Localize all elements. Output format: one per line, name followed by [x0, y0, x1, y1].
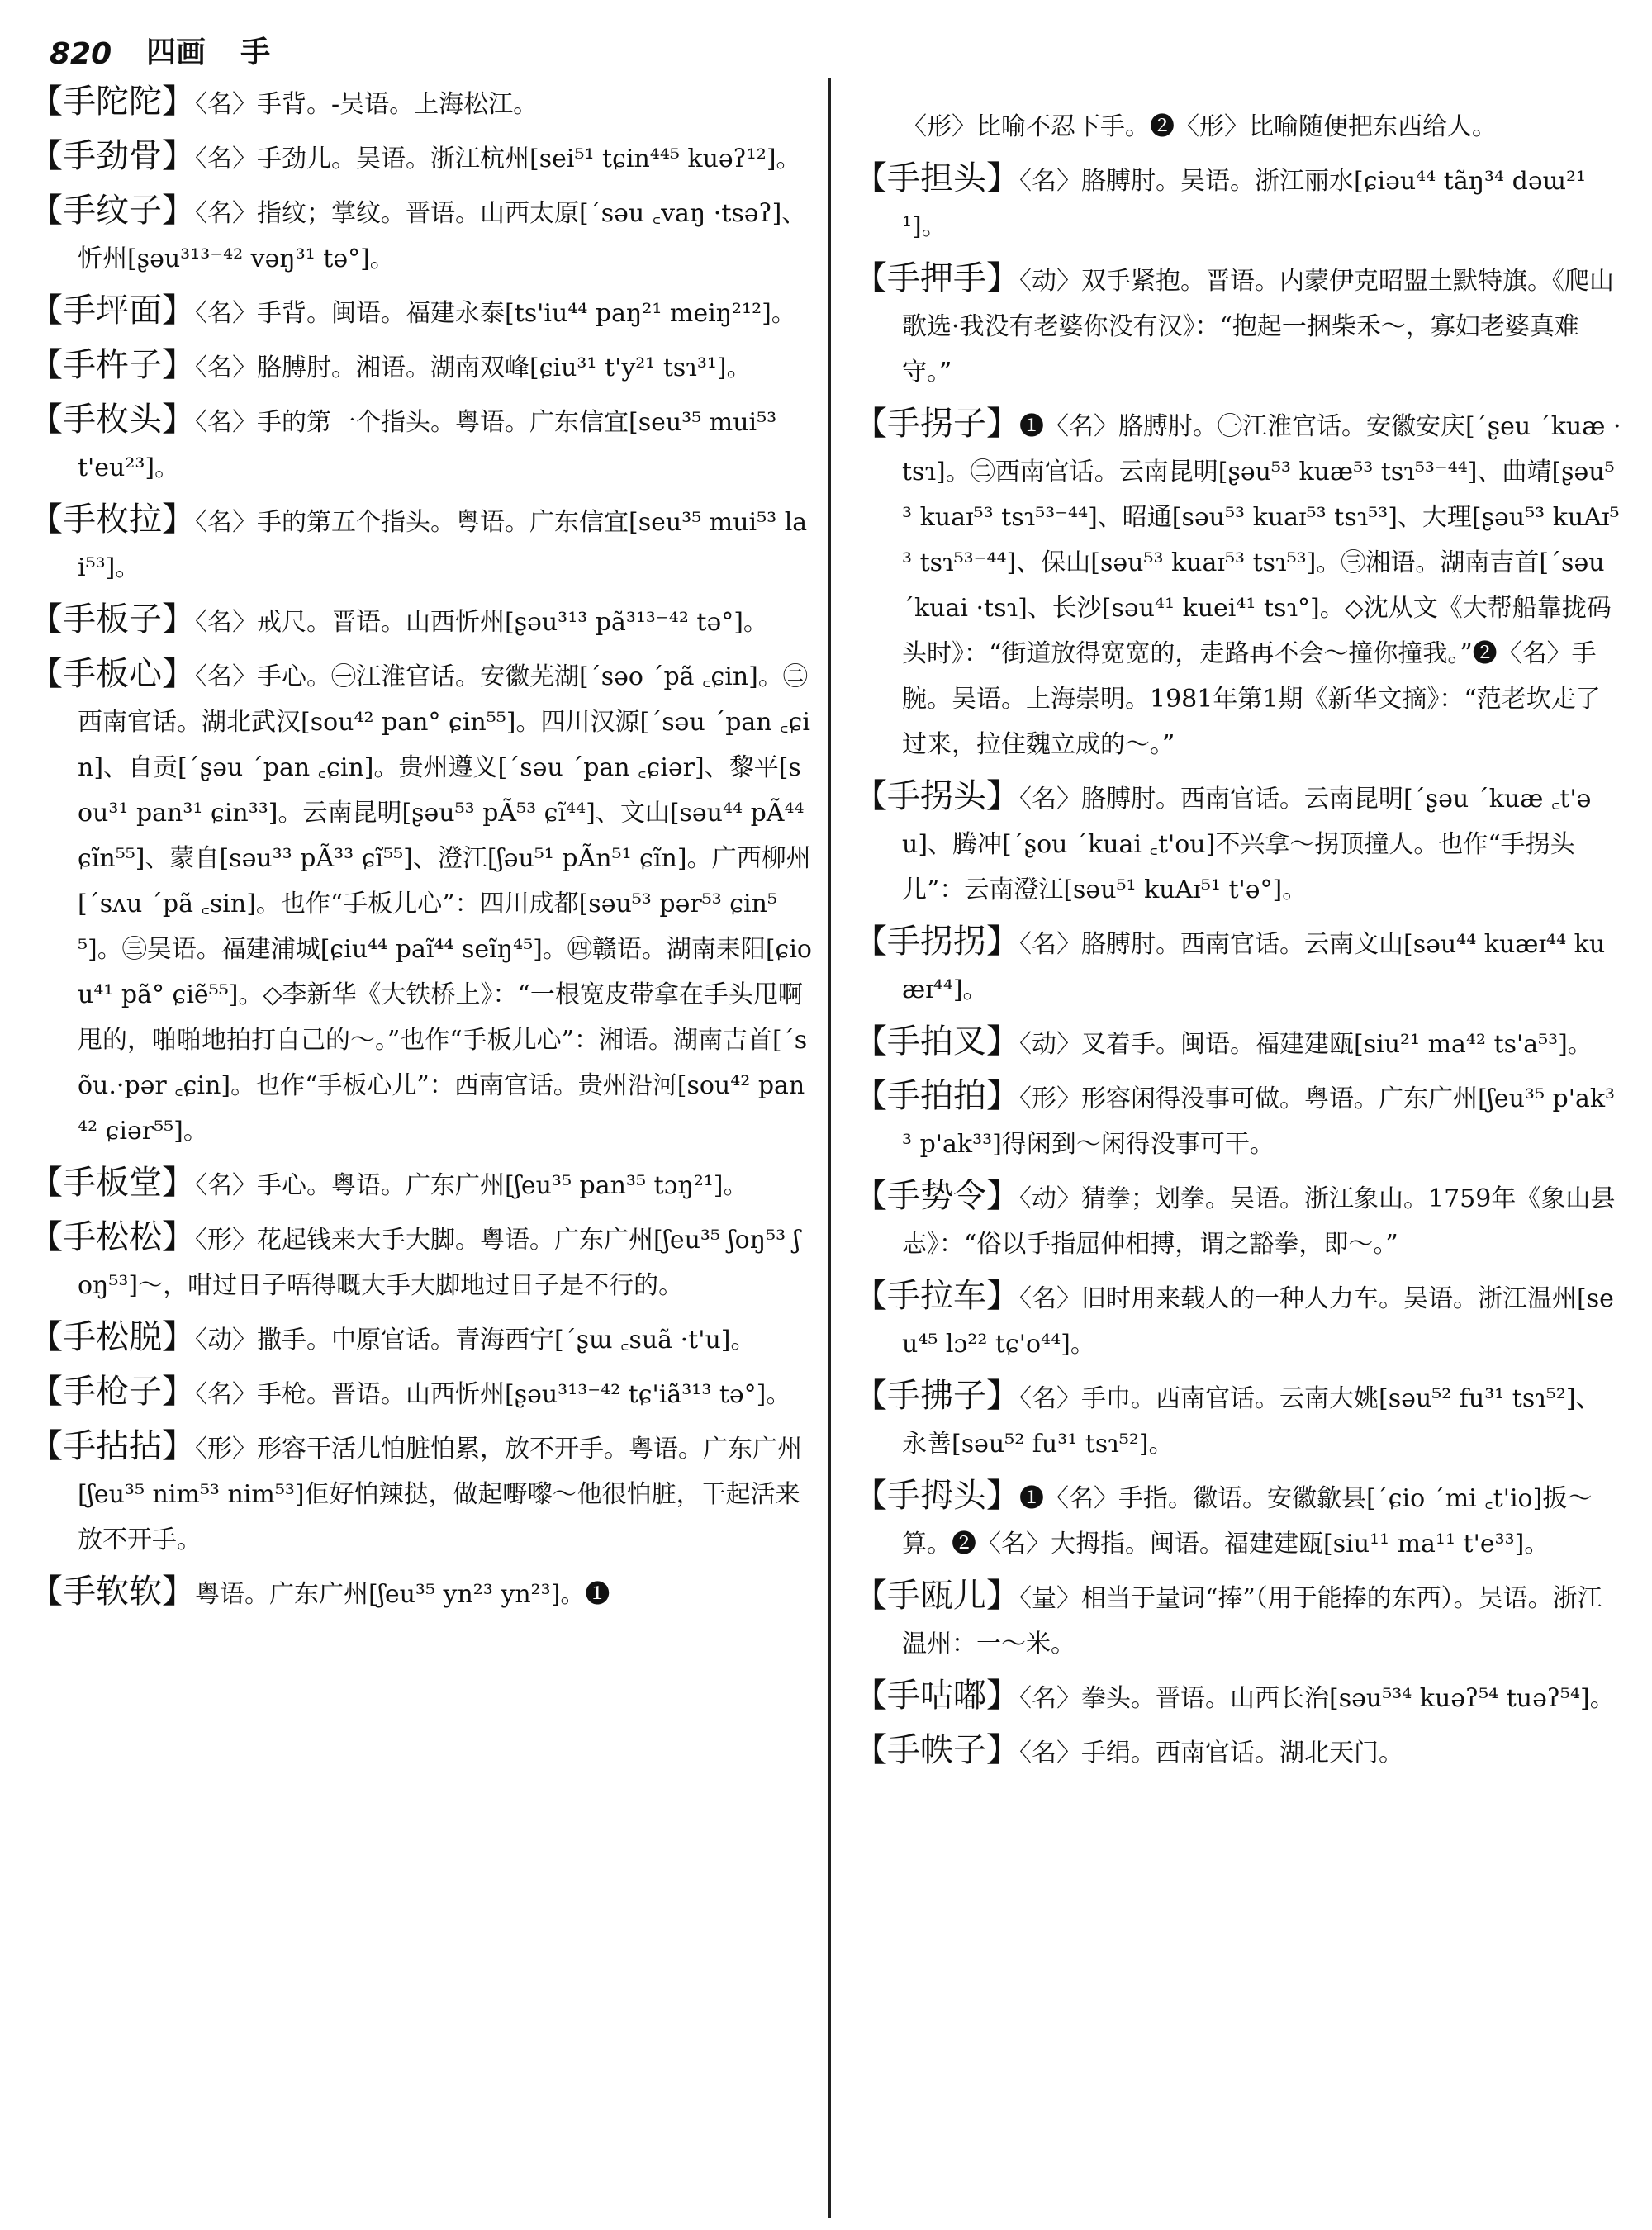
dictionary-entry: 【手坪面】〈名〉手背。闽语。福建永泰[ts'iu⁴⁴ paŋ²¹ meiŋ²¹²]。 — [30, 292, 796, 330]
dictionary-entry: 【手板子】〈名〉戒尺。晋语。山西忻州[ʂəu³¹³ pã³¹³⁻⁴² tə°]。 — [30, 600, 768, 638]
headword: 【手杵子】 — [30, 346, 195, 384]
radical-label: 手 — [240, 35, 271, 69]
headword: 【手软软】 — [30, 1573, 195, 1611]
headword: 【手拂子】 — [854, 1377, 1019, 1415]
dictionary-entry: 【手板堂】〈名〉手心。粤语。广东广州[ʃeu³⁵ pan³⁵ tɔŋ²¹]。 — [30, 1164, 748, 1202]
dictionary-entry: 【手纹子】〈名〉指纹；掌纹。晋语。山西太原[ˊsəu ꜀vaŋ ·tsəʔ]、忻州[ʂəu³¹³⁻⁴² vəŋ³¹ tə°]。 — [30, 192, 807, 273]
dictionary-entry: 【手拍叉】〈动〉叉着手。闽语。福建建瓯[siu²¹ ma⁴² ts'a⁵³]。 — [854, 1022, 1593, 1060]
headword: 【手陀陀】 — [30, 83, 195, 121]
headword: 【手押手】 — [854, 259, 1019, 297]
headword: 【手拉车】 — [854, 1277, 1019, 1315]
headword: 【手拇头】 — [854, 1477, 1019, 1515]
column-divider — [828, 78, 831, 2218]
dictionary-entry: 【手松松】〈形〉花起钱来大手大脚。粤语。广东广州[ʃeu³⁵ ʃoŋ⁵³ ʃoŋ⁵³]～，咁过日子唔得嘅大手大脚地过日子是不行的。 — [30, 1218, 800, 1300]
page-header — [50, 18, 270, 71]
headword: 【手劲骨】 — [30, 137, 195, 175]
dictionary-entry: 【手板心】〈名〉手心。㊀江淮官话。安徽芜湖[ˊsəo ˊpã ꜀ɕin]。㊁西南官话。湖北武汉[sou⁴² pan° ɕin⁵⁵]。四川汉源[ˊsəu ˊpan ꜀ɕin]、自贡[ˊʂəu ˊpan ꜀ɕin]。贵州遵义[ˊsəu ˊpan ꜀ɕiər]、黎平[sou³¹ pan³¹ ɕin³³]。云南昆明[ʂəu⁵³ pÃ⁵³ ɕĩ⁴⁴]、文山[səu⁴⁴ pÃ⁴⁴ ɕĩn⁵⁵]、蒙自[səu³³ pÃ³³ ɕĩ⁵⁵]、澄江[ʃəu⁵¹ pÃn⁵¹ ɕĩn]。广西柳州[ˊsʌu ˊpã ꜀sin]。也作“手板儿心”：四川成都[səu⁵³ pər⁵³ ɕin⁵⁵]。㊂吴语。福建浦城[ɕiu⁴⁴ paĩ⁴⁴ seĩŋ⁴⁵]。㊃赣语。湖南耒阳[ɕiou⁴¹ pã° ɕiẽ⁵⁵]。◇李新华《大铁桥上》：“一根宽皮带拿在手头甩啊甩的，啪啪地拍打自己的～。”也作“手板儿心”：湘语。湖南吉首[ˊsõu.·pər ꜀ɕin]。也作“手板心儿”：西南官话。贵州沿河[sou⁴² pan⁴² ɕiər⁵⁵]。 — [30, 655, 812, 1146]
dictionary-entry: 【手拈拈】〈形〉形容干活儿怕脏怕累，放不开手。粤语。广东广州[ʃeu³⁵ nim⁵³ nim⁵³]佢好怕辣挞，做起嘢嚟～他很怕脏，干起活来放不开手。 — [30, 1427, 802, 1554]
headword: 【手枪子】 — [30, 1373, 195, 1411]
dictionary-entry: 【手押手】〈动〉双手紧抱。晋语。内蒙伊克昭盟土默特旗。《爬山歌选·我没有老婆你没有汉》：“抱起一捆柴禾～，寡妇老婆真难守。” — [854, 259, 1614, 387]
dictionary-entry: 【手势令】〈动〉猜拳；划拳。吴语。浙江象山。1759年《象山县志》：“俗以手指屈伸相搏，谓之豁拳，即～。” — [854, 1177, 1616, 1259]
headword: 【手拐头】 — [854, 777, 1019, 815]
headword: 【手松脱】 — [30, 1318, 195, 1356]
headword: 【手拍拍】 — [854, 1077, 1019, 1115]
headword: 【手拈拈】 — [30, 1427, 195, 1465]
dictionary-entry: 【手枪子】〈名〉手枪。晋语。山西忻州[ʂəu³¹³⁻⁴² tɕ'iã³¹³ tə°]。 — [30, 1373, 791, 1411]
headword: 【手咕嘟】 — [854, 1677, 1019, 1715]
headword: 【手枚拉】 — [30, 501, 195, 539]
headword: 【手瓯儿】 — [854, 1577, 1019, 1615]
dictionary-entry: 【手拉车】〈名〉旧时用来载人的一种人力车。吴语。浙江温州[seu⁴⁵ lɔ²² tɕ'o⁴⁴]。 — [854, 1277, 1614, 1359]
dictionary-entry: 【手劲骨】〈名〉手劲儿。吴语。浙江杭州[sei⁵¹ tɕin⁴⁴⁵ kuəʔ¹²]。 — [30, 137, 801, 175]
dictionary-entry: 【手拍拍】〈形〉形容闲得没事可做。粤语。广东广州[ʃeu³⁵ p'ak³³ p'ak³³]得闲到～闲得没事可干。 — [854, 1077, 1616, 1159]
entry-continuation: 〈形〉比喻不忍下手。❷〈形〉比喻随便把东西给人。 — [902, 112, 1497, 141]
dictionary-entry: 【手拇头】❶〈名〉手指。徽语。安徽歙县[ˊɕio ˊmi ꜀t'io]扳～算。❷〈名〉大拇指。闽语。福建建瓯[siu¹¹ ma¹¹ t'e³³]。 — [854, 1477, 1593, 1559]
page-number: 820 — [50, 37, 112, 71]
dictionary-entry: 【手瓯儿】〈量〉相当于量词“捧”（用于能捧的东西）。吴语。浙江温州：一～米。 — [854, 1577, 1602, 1658]
dictionary-entry: 【手松脱】〈动〉撒手。中原官话。青海西宁[ˊʂɯ ꜀suã ·t'u]。 — [30, 1318, 756, 1356]
headword: 【手板堂】 — [30, 1164, 195, 1202]
dictionary-entry: 【手拐拐】〈名〉胳膊肘。西南官话。云南文山[səu⁴⁴ kuæɪ⁴⁴ kuæɪ⁴⁴]。 — [854, 923, 1606, 1004]
headword: 【手松松】 — [30, 1218, 195, 1256]
headword: 【手势令】 — [854, 1177, 1019, 1215]
dictionary-entry: 【手杵子】〈名〉胳膊肘。湘语。湖南双峰[ɕiu³¹ t'y²¹ tsɿ³¹]。 — [30, 346, 752, 384]
headword: 【手拍叉】 — [854, 1022, 1019, 1060]
dictionary-entry: 【手帙子】〈名〉手绢。西南官话。湖北天门。 — [854, 1731, 1403, 1769]
right-column — [854, 79, 1622, 1782]
dictionary-entry: 【手软软】粤语。广东广州[ʃeu³⁵ yn²³ yn²³]。❶ — [30, 1573, 610, 1611]
dictionary-entry: 【手拐头】〈名〉胳膊肘。西南官话。云南昆明[ˊʂəu ˊkuæ ꜀t'əu]、腾冲[ˊʂou ˊkuai ꜀t'ou]不兴拿～拐顶撞人。也作“手拐头儿”：云南澄江[səu⁵¹ kuAɪ⁵¹ t'ə°]。 — [854, 777, 1592, 904]
headword: 【手坪面】 — [30, 292, 195, 330]
dictionary-entry: 【手枚头】〈名〉手的第一个指头。粤语。广东信宜[seu³⁵ mui⁵³ t'eu²³]。 — [30, 401, 777, 482]
dictionary-entry: 【手担头】〈名〉胳膊肘。吴语。浙江丽水[ɕiəu⁴⁴ tãŋ³⁴ dəɯ²¹¹]。 — [854, 159, 1587, 241]
dictionary-entry: 【手拂子】〈名〉手巾。西南官话。云南大姚[səu⁵² fu³¹ tsɿ⁵²]、永善[səu⁵² fu³¹ tsɿ⁵²]。 — [854, 1377, 1601, 1459]
headword: 【手帙子】 — [854, 1731, 1019, 1769]
headword: 【手拐拐】 — [854, 923, 1019, 961]
headword: 【手拐子】 — [854, 405, 1019, 443]
headword: 【手枚头】 — [30, 401, 195, 439]
left-column — [30, 79, 813, 1624]
dictionary-entry: 【手拐子】❶〈名〉胳膊肘。㊀江淮官话。安徽安庆[ˊʂeu ˊkuæ ·tsɿ]。㊁西南官话。云南昆明[ʂəu⁵³ kuæ⁵³ tsɿ⁵³⁻⁴⁴]、曲靖[ʂəu⁵³ kuaɪ⁵³ tsɿ⁵³⁻⁴⁴]、昭通[səu⁵³ kuaɪ⁵³ tsɿ⁵³]、大理[ʂəu⁵³ kuAɪ⁵³ tsɿ⁵³⁻⁴⁴]、保山[səu⁵³ kuaɪ⁵³ tsɿ⁵³]。㊂湘语。湖南吉首[ˊsəu ˊkuai ·tsɿ]、长沙[səu⁴¹ kuei⁴¹ tsɿ°]。◇沈从文《大帮船靠拢码头时》：“街道放得宽宽的，走路再不会～撞你撞我。”❷〈名〉手腕。吴语。上海崇明。1981年第1期《新华文摘》：“范老坎走了过来，拉住魏立成的～。” — [854, 405, 1621, 759]
headword: 【手板子】 — [30, 600, 195, 638]
dictionary-entry: 【手枚拉】〈名〉手的第五个指头。粤语。广东信宜[seu³⁵ mui⁵³ lai⁵³]。 — [30, 501, 808, 582]
section-label: 四画 — [146, 35, 206, 69]
dictionary-entry: 【手咕嘟】〈名〉拳头。晋语。山西长治[səu⁵³⁴ kuəʔ⁵⁴ tuəʔ⁵⁴]。 — [854, 1677, 1615, 1715]
dictionary-entry: 【手陀陀】〈名〉手背。-吴语。上海松江。 — [30, 83, 539, 121]
headword: 【手板心】 — [30, 655, 195, 693]
headword: 【手纹子】 — [30, 192, 195, 230]
headword: 【手担头】 — [854, 159, 1019, 197]
